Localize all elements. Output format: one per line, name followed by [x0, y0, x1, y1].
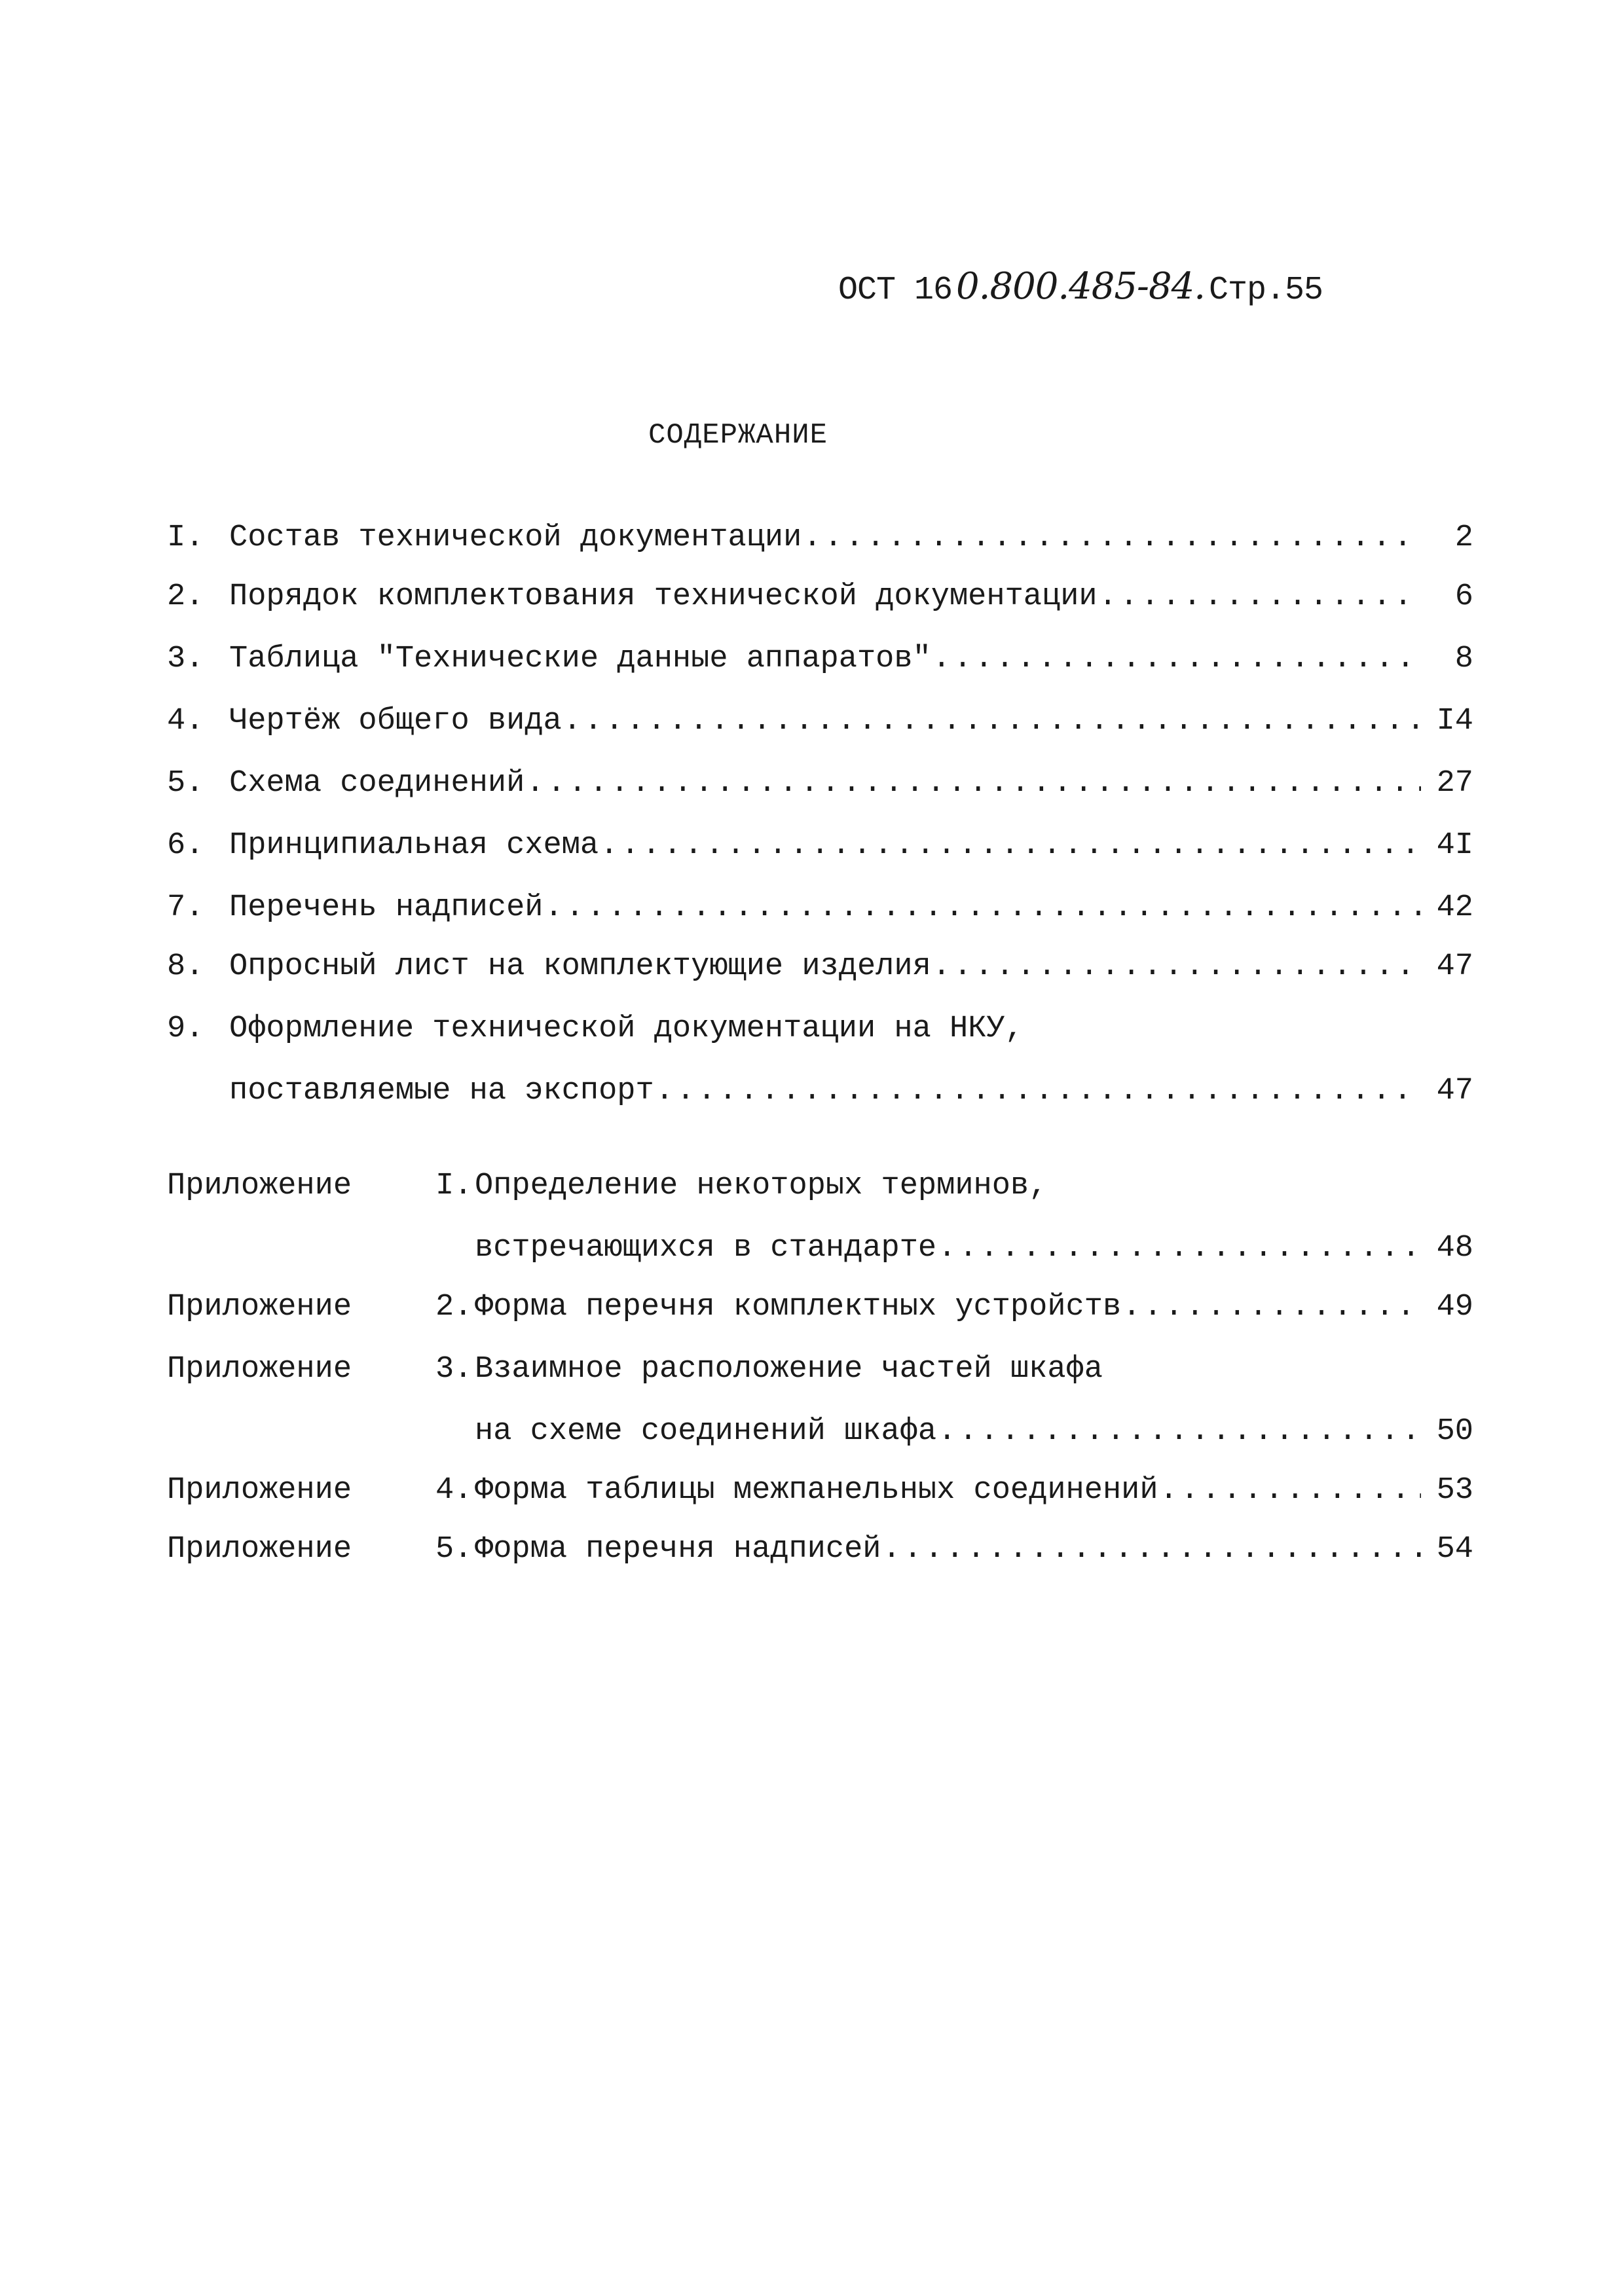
appendix-entry [167, 1352, 1473, 1398]
toc-entry-number: 3. [167, 642, 204, 676]
appendix-label: Приложение [167, 1352, 352, 1387]
toc-entry-continuation [167, 1074, 1473, 1120]
appendix-page: 50 [1436, 1414, 1473, 1449]
toc-entry-number: 2. [167, 579, 204, 614]
toc-entry-title: Схема соединений [229, 766, 525, 801]
dot-leader [655, 1074, 1421, 1108]
toc-entry-title: Порядок комплектования технической документации [229, 579, 1098, 614]
appendix-page: 48 [1436, 1231, 1473, 1266]
appendix-number: I. [435, 1169, 473, 1203]
appendix-title: Форма таблицы межпанельных соединений [475, 1473, 1158, 1508]
toc-entry-number: 8. [167, 949, 204, 984]
toc-entry-title-continued: поставляемые на экспорт [229, 1074, 654, 1108]
toc-entry-title: Оформление технической документации на НКУ, [229, 1011, 1024, 1046]
toc-entry-page: I4 [1436, 704, 1473, 738]
toc-entry [167, 1011, 1473, 1057]
toc-entry-page: 27 [1436, 766, 1473, 801]
toc-entry-page: 42 [1436, 890, 1473, 925]
toc-entry-page: 2 [1454, 520, 1473, 555]
appendix-entry [167, 1473, 1473, 1519]
toc-entry [167, 766, 1473, 812]
appendix-entry-continuation [167, 1414, 1473, 1460]
toc-entry-page: 47 [1436, 1074, 1473, 1108]
appendix-number: 3. [435, 1352, 473, 1387]
dot-leader [938, 1414, 1421, 1449]
standard-code-prefix: ОСТ 16 [838, 272, 953, 309]
toc-entry-number: 6. [167, 828, 204, 863]
appendix-title: Определение некоторых терминов, [475, 1169, 1048, 1203]
dot-leader [932, 642, 1421, 676]
toc-entry-number: 4. [167, 704, 204, 738]
appendix-label: Приложение [167, 1473, 352, 1508]
toc-entry [167, 949, 1473, 995]
toc-entry [167, 890, 1473, 936]
toc-entry-title: Опросный лист на комплектующие изделия [229, 949, 931, 984]
appendix-title: Форма перечня комплектных устройств [475, 1290, 1122, 1324]
toc-entry-number: 7. [167, 890, 204, 925]
appendix-number: 5. [435, 1532, 473, 1567]
appendix-page: 53 [1436, 1473, 1473, 1508]
appendix-entry-continuation [167, 1231, 1473, 1277]
appendix-title: Взаимное расположение частей шкафа [475, 1352, 1103, 1387]
appendix-title-continued: встречающихся в стандарте [475, 1231, 937, 1266]
appendix-entry [167, 1532, 1473, 1578]
toc-entry-title: Таблица "Технические данные аппаратов" [229, 642, 931, 676]
dot-leader [803, 520, 1421, 555]
appendix-label: Приложение [167, 1169, 352, 1203]
dot-leader [932, 949, 1421, 984]
dot-leader [883, 1532, 1421, 1567]
appendix-entry [167, 1290, 1473, 1336]
appendix-entry [167, 1169, 1473, 1214]
toc-entry [167, 704, 1473, 750]
dot-leader [938, 1231, 1421, 1266]
standard-code-handwritten: 0.800.485-84. [956, 265, 1206, 308]
appendix-page: 49 [1436, 1290, 1473, 1324]
dot-leader [1122, 1290, 1421, 1324]
document-header [838, 265, 1323, 309]
toc-entry-page: 8 [1454, 642, 1473, 676]
appendix-page: 54 [1436, 1532, 1473, 1567]
toc-entry-title: Состав технической документации [229, 520, 802, 555]
toc-entry-page: 4I [1436, 828, 1473, 863]
toc-entry-page: 47 [1436, 949, 1473, 984]
appendix-label: Приложение [167, 1290, 352, 1324]
toc-entry-number: 9. [167, 1011, 204, 1046]
toc-title: СОДЕРЖАНИЕ [648, 419, 828, 452]
toc-entry-number: 5. [167, 766, 204, 801]
dot-leader [1099, 579, 1421, 614]
toc-entry [167, 642, 1473, 687]
appendix-number: 4. [435, 1473, 473, 1508]
page-label: Стр.55 [1209, 272, 1323, 309]
toc-entry [167, 828, 1473, 874]
dot-leader [563, 704, 1421, 738]
toc-entry-title: Чертёж общего вида [229, 704, 562, 738]
toc-entry-title: Перечень надписей [229, 890, 544, 925]
toc-entry-number: I. [167, 520, 204, 555]
toc-entry [167, 520, 1473, 566]
appendix-label: Приложение [167, 1532, 352, 1567]
dot-leader [1160, 1473, 1421, 1508]
dot-leader [544, 890, 1421, 925]
toc-entry-page: 6 [1454, 579, 1473, 614]
appendix-title: Форма перечня надписей [475, 1532, 881, 1567]
appendix-number: 2. [435, 1290, 473, 1324]
dot-leader [600, 828, 1421, 863]
appendix-title-continued: на схеме соединений шкафа [475, 1414, 937, 1449]
toc-entry-title: Принципиальная схема [229, 828, 599, 863]
dot-leader [526, 766, 1421, 801]
toc-entry [167, 579, 1473, 625]
